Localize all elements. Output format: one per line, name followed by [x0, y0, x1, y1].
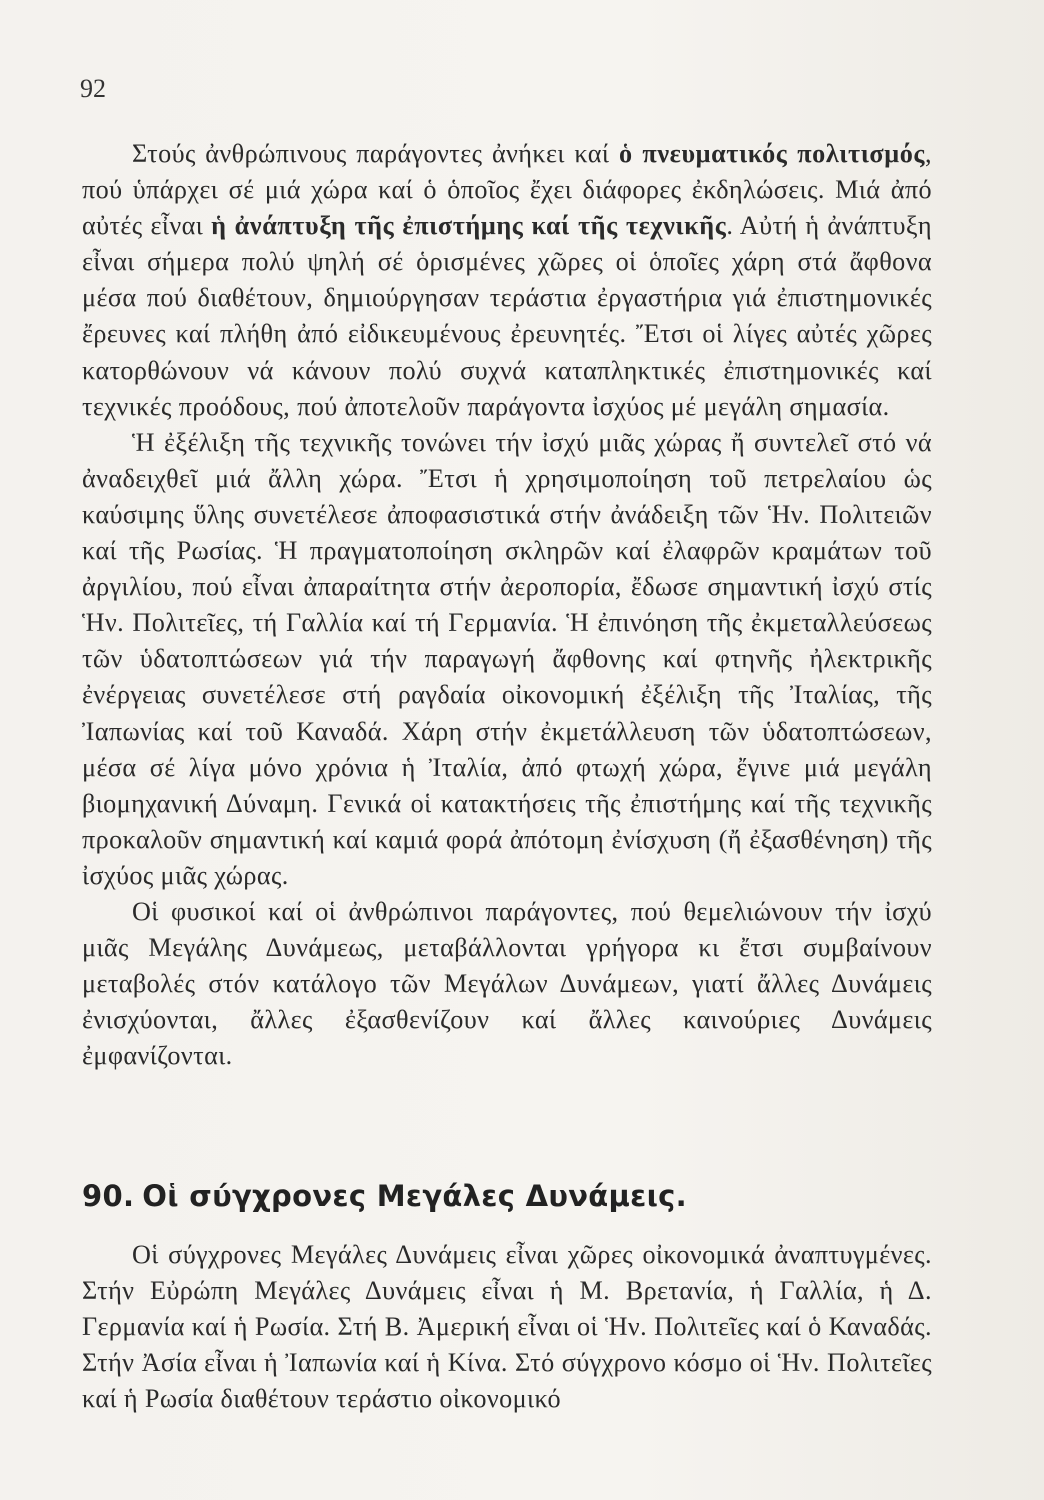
section-title: Οἱ σύγχρονες Μεγάλες Δυνάμεις. [142, 1179, 687, 1213]
paragraph-1-part-2: , πού ὑπάρχει σέ μιά χώρα καί ὁ ὁποῖος ἔχει διάφορες ἐκδηλώσεις. Μιά ἀπό αὐτές εἶναι [82, 139, 932, 241]
paragraph-1-part-3: . Αὐτή ἡ ἀνάπτυξη εἶναι σήμερα πολύ ψηλή σέ ὁρισμένες χῶρες οἱ ὁποῖες χάρη στά ἄφθονα μέσα πού διαθέτουν, δημιούργησαν τεράστια ἐργαστήρια γιά ἐπιστημονικές ἔρευνες καί πλήθη ἀπό εἰδικευμένους ἐρευνητές. Ἔτσι οἱ λίγες αὐτές χῶρες κατορθώνουν νά κάνουν πολύ συχνά καταπληκτικές ἐπιστημονικές καί τεχνικές προόδους, πού ἀποτελοῦν παράγοντα ἰσχύος μέ μεγάλη σημασία. [82, 211, 932, 421]
body-text-top [82, 136, 932, 1074]
section-number: 90. [82, 1179, 135, 1213]
page-number: 92 [80, 74, 106, 103]
bold-term-science-technology: ἡ ἀνάπτυξη τῆς ἐπιστήμης καί τῆς τεχνικῆς [211, 211, 727, 241]
bold-term-spiritual-civilization: ὁ πνευματικός πολιτισμός [618, 139, 926, 168]
paragraph-3: Οἱ φυσικοί καί οἱ ἀνθρώπινοι παράγοντες, πού θεμελιώνουν τήν ἰσχύ μιᾶς Μεγάλης Δυνάμεως, μεταβάλλονται γρήγορα κι ἔτσι συμβαίνουν μεταβολές στόν κατάλογο τῶν Μεγάλων Δυνάμεων, γιατί ἄλλες Δυνάμεις ἐνισχύονται, ἄλλες ἐξασθενίζουν καί ἄλλες καινούριες Δυνάμεις ἐμφανίζονται. [82, 896, 932, 1071]
paragraph-2: Ἡ ἐξέλιξη τῆς τεχνικῆς τονώνει τήν ἰσχύ μιᾶς χώρας ἤ συντελεῖ στό νά ἀναδειχθεῖ μιά ἄλλη χώρα. Ἔτσι ἡ χρησιμοποίηση τοῦ πετρελαίου ὡς καύσιμης ὕλης συνετέλεσε ἀποφασιστικά στήν ἀνάδειξη τῶν Ἡν. Πολιτειῶν καί τῆς Ρωσίας. Ἡ πραγματοποίηση σκληρῶν καί ἐλαφρῶν κραμάτων τοῦ ἀργιλίου, πού εἶναι ἀπαραίτητα στήν ἀεροπορία, ἔδωσε σημαντική ἰσχύ στίς Ἡν. Πολιτεῖες, τή Γαλλία καί τή Γερμανία. Ἡ ἐπινόηση τῆς ἐκμεταλλεύσεως τῶν ὑδατοπτώσεων γιά τήν παραγωγή ἄφθονης καί φτηνῆς ἠλεκτρικῆς ἐνέργειας συνετέλεσε στή ραγδαία οἰκονομική ἐξέλιξη τῆς Ἰταλίας, τῆς Ἰαπωνίας καί τοῦ Καναδά. Χάρη στήν ἐκμετάλλευση τῶν ὑδατοπτώσεων, μέσα σέ λίγα μόνο χρόνια ἡ Ἰταλία, ἀπό φτωχή χώρα, ἔγινε μιά μεγάλη βιομηχανική Δύναμη. Γενικά οἱ κατακτήσεις τῆς ἐπιστήμης καί τῆς τεχνικῆς προκαλοῦν σημαντική καί καμιά φορά ἀπότομη ἐνίσχυση (ἤ ἐξασθένηση) τῆς ἰσχύος μιᾶς χώρας. [82, 427, 932, 890]
section-heading [82, 1178, 687, 1214]
paragraph-1-part-1: Στούς ἀνθρώπινους παράγοντες ἀνήκει καί [132, 139, 619, 168]
body-text-bottom [82, 1237, 932, 1417]
paragraph-1 [82, 136, 932, 425]
paragraph-4: Οἱ σύγχρονες Μεγάλες Δυνάμεις εἶναι χῶρες οἰκονομικά ἀναπτυγμένες. Στήν Εὐρώπη Μεγάλες Δυνάμεις εἶναι ἡ Μ. Βρετανία, ἡ Γαλλία, ἡ Δ. Γερμανία καί ἡ Ρωσία. Στή Β. Ἀμερική εἶναι οἱ Ἡν. Πολιτεῖες καί ὁ Καναδάς. Στήν Ἀσία εἶναι ἡ Ἰαπωνία καί ἡ Κίνα. Στό σύγχρονο κόσμο οἱ Ἡν. Πολιτεῖες καί ἡ Ρωσία διαθέτουν τεράστιο οἰκονομικό [82, 1240, 932, 1414]
